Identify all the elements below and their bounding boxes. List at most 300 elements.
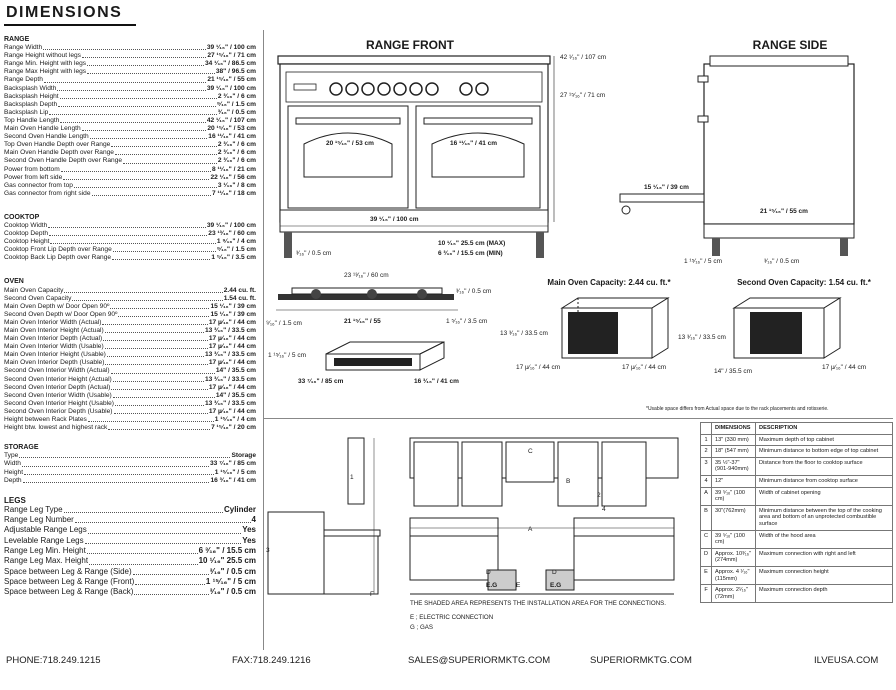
- leader-dots: [64, 505, 223, 513]
- spec-label: Main Oven Interior Height (Actual): [4, 327, 104, 334]
- spec-value: 22 ¹⁄₁₆" / 56 cm: [210, 173, 256, 181]
- usable-space-note: *Usable space differs from Actual space due to the rack placements and rotisserie.: [646, 406, 829, 412]
- spec-value: 13 ³⁄₁₆" / 33.5 cm: [204, 399, 256, 407]
- leader-dots: [115, 400, 204, 406]
- range-spec-row: [4, 149, 256, 157]
- leader-dots: [105, 343, 208, 349]
- leader-dots: [61, 166, 211, 172]
- second-oven-depth-dim: 17 µ⁄₁₆" / 44 cm: [822, 364, 867, 371]
- spec-label: Second Oven Interior Height (Usable): [4, 399, 114, 407]
- marker-F: F: [370, 591, 374, 598]
- spec-label: Second Oven Interior Depth (Usable): [4, 407, 113, 415]
- leader-dots: [89, 556, 198, 564]
- spec-value: 39 ¹⁄₁₆" / 100 cm: [206, 221, 256, 229]
- electric-note: E ; ELECTRIC CONNECTION: [410, 614, 494, 621]
- range-spec-row: [4, 182, 256, 190]
- table-row: [701, 530, 893, 548]
- leg-front-dim: 1 ¹⁵⁄₁₆" / 5 cm: [684, 258, 722, 265]
- spec-value: 17 µ⁄₁₆" / 44 cm: [208, 318, 256, 326]
- eg-left: E.G: [486, 582, 498, 589]
- cooktop-spec-row: [4, 222, 256, 230]
- row-description: Maximum depth of top cabinet: [756, 434, 893, 446]
- storage-width-dim: 33 ⁷⁄₁₆" / 85 cm: [298, 378, 344, 385]
- storage-height-dim: 1 ¹⁵⁄₁₆" / 5 cm: [268, 352, 306, 359]
- spec-list: [4, 36, 256, 597]
- spec-label: Range Leg Min. Height: [4, 545, 86, 555]
- spec-label: Backsplash Width: [4, 84, 57, 92]
- row-id: 4: [701, 475, 712, 487]
- row-dimension: 18" (547 mm): [712, 446, 756, 458]
- spec-label: Second Oven Depth w/ Door Open 90º: [4, 310, 118, 318]
- leg-back-dim: ³⁄₁₆" / 0.5 cm: [764, 258, 800, 265]
- spec-label: Gas connector from top: [4, 181, 73, 189]
- spec-label: Range Width: [4, 44, 43, 52]
- spec-label: Main Oven Interior Width (Actual): [4, 318, 102, 326]
- leader-dots: [107, 351, 204, 357]
- legs-spec-row: [4, 525, 256, 535]
- legs-spec-row: [4, 505, 256, 515]
- spec-value: 17 µ⁄₁₆" / 44 cm: [208, 407, 256, 415]
- spec-label: Second Oven Interior Depth (Actual): [4, 383, 111, 391]
- second-oven-capacity: Second Oven Capacity: 1.54 cu. ft.*: [737, 278, 871, 287]
- spec-value: Yes: [242, 525, 256, 535]
- leader-dots: [113, 246, 216, 252]
- spec-label: Range Leg Type: [4, 504, 63, 514]
- spec-label: Height: [4, 468, 24, 476]
- range-spec-row: [4, 157, 256, 165]
- oven-heading: OVEN: [4, 278, 24, 286]
- leader-dots: [60, 117, 205, 123]
- marker-E: E: [516, 582, 521, 589]
- range-spec-row: [4, 85, 256, 93]
- storage-spec-row: [4, 469, 256, 477]
- leader-dots: [111, 141, 217, 147]
- leader-dots: [88, 416, 214, 422]
- oven-spec-row: [4, 343, 256, 351]
- row-dimension: 12": [712, 475, 756, 487]
- table-row: [701, 434, 893, 446]
- spec-label: Power from bottom: [4, 165, 60, 173]
- range-side-drawing: [614, 52, 884, 262]
- col-dimensions: DIMENSIONS: [712, 423, 756, 435]
- range-spec-row: [4, 174, 256, 182]
- spec-label: Main Oven Handle Depth over Range: [4, 149, 114, 157]
- col-id: [701, 423, 712, 435]
- spec-label: Second Oven Handle Depth over Range: [4, 157, 123, 165]
- legs-heading: LEGS: [4, 495, 26, 505]
- legs-spec-row: [4, 587, 256, 597]
- spec-value: 20 ¹⁵⁄₁₆" / 53 cm: [207, 125, 256, 133]
- leader-dots: [48, 222, 206, 228]
- leader-dots: [112, 254, 210, 260]
- leader-dots: [58, 101, 216, 107]
- spec-value: ³⁄₁₆" / 0.5 cm: [209, 587, 256, 597]
- spec-label: Second Oven Interior Height (Actual): [4, 375, 112, 383]
- leader-dots: [92, 190, 211, 196]
- row-id: 2: [701, 446, 712, 458]
- range-spec-row: [4, 60, 256, 68]
- leader-dots: [60, 93, 217, 99]
- range-spec-row: [4, 125, 256, 133]
- range-width-dim: 39 ¹⁄₁₆" / 100 cm: [370, 216, 419, 223]
- spec-label: Top Handle Length: [4, 116, 60, 124]
- cooktop-depth-dim: 23 ¹³⁄₁₆" / 60 cm: [344, 272, 389, 279]
- row-description: Width of the hood area: [756, 530, 893, 548]
- range-side-title: RANGE SIDE: [752, 38, 828, 52]
- oven-spec-row: [4, 416, 256, 424]
- spec-value: 1 ⁹⁄₁₆" / 4 cm: [216, 238, 256, 246]
- leader-dots: [22, 460, 209, 466]
- oven-spec-row: [4, 359, 256, 367]
- spec-value: 15 ¹⁄₁₆" / 39 cm: [210, 302, 256, 310]
- range-heading: RANGE: [4, 36, 30, 43]
- legs-spec-row: [4, 546, 256, 556]
- leg-gap-dim: ³⁄₁₆" / 0.5 cm: [296, 250, 332, 257]
- table-row: [701, 475, 893, 487]
- leader-dots: [87, 68, 215, 74]
- oven-spec-row: [4, 327, 256, 335]
- leader-dots: [133, 567, 209, 575]
- storage-spec-row: [4, 460, 256, 468]
- row-id: C: [701, 530, 712, 548]
- row-dimension: Approx. 4 ¹⁄₁₆" (115mm): [712, 566, 756, 584]
- gas-note: G ; GAS: [410, 624, 434, 631]
- second-oven-handle-dim: 16 ¹¹⁄₁₆" / 41 cm: [450, 140, 498, 147]
- installation-table-header: [701, 423, 893, 435]
- main-oven-handle-dim: 20 ¹⁵⁄₁₆" / 53 cm: [326, 140, 374, 147]
- spec-value: 13 ³⁄₁₆" / 33.5 cm: [204, 327, 256, 334]
- spec-value: 16 ³⁄₁₆" / 41 cm: [210, 476, 256, 484]
- leader-dots: [87, 546, 198, 554]
- spec-label: Cooktop Height: [4, 238, 50, 246]
- leader-dots: [118, 311, 209, 317]
- spec-value: 2 ³⁄₁₆" / 6 cm: [217, 149, 256, 157]
- oven-spec-row: [4, 311, 256, 319]
- top-handle-dim: 42 ¹⁄₁₆" / 107 cm: [560, 54, 607, 61]
- row-description: Distance from the floor to cooktop surface: [756, 457, 893, 475]
- spec-value: 13 ³⁄₁₆" / 33.5 cm: [204, 375, 256, 383]
- row-dimension: 39 ⁵⁄₁₆" (100 cm): [712, 530, 756, 548]
- cooktop-spec-row: [4, 246, 256, 254]
- spec-value: 33 ⁷⁄₁₆" / 85 cm: [209, 460, 256, 468]
- storage-spec-row: [4, 477, 256, 485]
- footer-email[interactable]: SALES@SUPERIORMKTG.COM: [408, 655, 551, 666]
- table-row: [701, 566, 893, 584]
- oven-spec-row: [4, 319, 256, 327]
- spec-label: Space between Leg & Range (Front): [4, 576, 135, 586]
- page-title: DIMENSIONS: [6, 4, 123, 21]
- spec-value: 2 ³⁄₁₆" / 6 cm: [217, 92, 256, 100]
- row-dimension: 30"(762mm): [712, 505, 756, 530]
- spec-label: Main Oven Interior Depth (Actual): [4, 335, 103, 343]
- row-id: F: [701, 585, 712, 603]
- row-dimension: Approx. 10³⁄₁₆" (274mm): [712, 548, 756, 566]
- second-oven-box: [728, 294, 848, 364]
- spec-value: ⁹⁄₁₆" / 1.5 cm: [216, 246, 256, 254]
- range-spec-row: [4, 166, 256, 174]
- spec-value: 17 µ⁄₁₆" / 44 cm: [208, 383, 256, 391]
- spec-label: Backsplash Depth: [4, 100, 58, 108]
- marker-3: 3: [266, 547, 270, 554]
- spec-label: Cooktop Front Lip Depth over Range: [4, 246, 112, 254]
- leader-dots: [72, 295, 222, 301]
- leader-dots: [85, 536, 242, 544]
- cooktop-heading: COOKTOP: [4, 213, 40, 221]
- oven-spec-row: [4, 367, 256, 375]
- spec-value: 17 µ⁄₁₆" / 44 cm: [208, 359, 256, 367]
- leader-dots: [82, 125, 207, 131]
- leader-dots: [88, 525, 241, 533]
- leader-dots: [57, 85, 205, 91]
- oven-spec-row: [4, 424, 256, 432]
- oven-spec-row: [4, 408, 256, 416]
- row-id: B: [701, 505, 712, 530]
- title-underline: [4, 24, 136, 26]
- spec-label: Type: [4, 452, 19, 460]
- spec-label: Height btw. lowest and highest rack: [4, 424, 108, 432]
- cooktop-drawing: [272, 280, 462, 320]
- spec-label: Second Oven Handle Length: [4, 133, 89, 141]
- marker-D-right: D: [552, 569, 557, 576]
- cooktop-lip-top-dim: ³⁄₁₆" / 0.5 cm: [456, 288, 492, 295]
- spec-value: 4: [251, 515, 256, 525]
- spec-value: 7 ¹⁵⁄₁₆" / 20 cm: [211, 424, 256, 432]
- row-dimension: 35 ½"-37" (901-940mm): [712, 457, 756, 475]
- leader-dots: [63, 174, 209, 180]
- spec-label: Power from left side: [4, 173, 63, 181]
- oven-spec-rows: [4, 287, 256, 433]
- spec-value: Storage: [231, 452, 256, 460]
- leader-dots: [115, 149, 217, 155]
- spec-label: Gas connector from right side: [4, 189, 91, 197]
- legs-spec-row: [4, 556, 256, 566]
- door-open-dim: 15 ¹⁄₁₆" / 39 cm: [644, 184, 689, 191]
- legs-spec-row: [4, 515, 256, 525]
- range-spec-row: [4, 141, 256, 149]
- section-divider: [263, 418, 893, 419]
- range-spec-row: [4, 117, 256, 125]
- spec-label: Main Oven Interior Width (Usable): [4, 343, 104, 351]
- leader-dots: [114, 408, 208, 414]
- leader-dots: [111, 384, 208, 390]
- spec-value: 17 µ⁄₁₆" / 44 cm: [208, 335, 256, 343]
- leader-dots: [24, 469, 214, 475]
- leg-max-dim: 10 ¹⁄₁₆" 25.5 cm (MAX): [438, 240, 506, 247]
- leader-dots: [74, 182, 217, 188]
- main-oven-width-dim: 17 µ⁄₁₆" / 44 cm: [516, 364, 561, 371]
- spec-value: ⁹⁄₁₆" / 1.5 cm: [216, 100, 256, 108]
- spec-value: 39 ¹⁄₁₆" / 100 cm: [206, 44, 256, 52]
- range-spec-row: [4, 44, 256, 52]
- marker-1: 1: [350, 474, 354, 481]
- oven-spec-row: [4, 351, 256, 359]
- spec-label: Space between Leg & Range (Back): [4, 587, 134, 597]
- spec-value: Yes: [242, 535, 256, 545]
- spec-label: Cooktop Width: [4, 221, 48, 229]
- cooktop-spec-rows: [4, 222, 256, 262]
- range-spec-row: [4, 109, 256, 117]
- leader-dots: [49, 230, 207, 236]
- spec-label: Height between Rack Plates: [4, 416, 87, 424]
- spec-value: 34 ¹⁄₁₆" / 86.5 cm: [204, 60, 256, 68]
- second-oven-height-dim: 13 ³⁄₁₆" / 33.5 cm: [678, 334, 726, 341]
- spec-value: 15 ¹⁄₁₆" / 39 cm: [210, 310, 256, 318]
- main-oven-box: [556, 294, 676, 364]
- storage-spec-row: [4, 452, 256, 460]
- footer-website-2[interactable]: ILVEUSA.COM: [814, 655, 879, 666]
- installation-table-body: [701, 434, 893, 603]
- leader-dots: [64, 287, 222, 293]
- range-spec-row: [4, 76, 256, 84]
- second-oven-width-dim: 14" / 35.5 cm: [714, 368, 753, 375]
- cooktop-front-lip-dim: ⁹⁄₁₆" / 1.5 cm: [266, 320, 302, 327]
- marker-2: 2: [597, 492, 601, 499]
- spec-label: Main Oven Interior Height (Usable): [4, 351, 106, 359]
- main-oven-capacity: Main Oven Capacity: 2.44 cu. ft.*: [547, 278, 671, 287]
- spec-label: Second Oven Interior Width (Actual): [4, 367, 110, 375]
- spec-value: 38" / 96.5 cm: [215, 68, 256, 76]
- spec-label: Range Height without legs: [4, 52, 81, 60]
- table-row: [701, 505, 893, 530]
- row-description: Maximum connection with right and left: [756, 548, 893, 566]
- oven-spec-row: [4, 376, 256, 384]
- spec-label: Range Min. Height with legs: [4, 60, 87, 68]
- spec-value: Cylinder: [223, 504, 256, 514]
- row-description: Width of cabinet opening: [756, 487, 893, 505]
- legs-spec-row: [4, 536, 256, 546]
- marker-A: A: [528, 526, 533, 533]
- table-row: [701, 457, 893, 475]
- spec-value: 14" / 35.5 cm: [215, 367, 256, 375]
- table-row: [701, 446, 893, 458]
- leader-dots: [103, 335, 208, 341]
- oven-spec-row: [4, 400, 256, 408]
- installation-drawing: [264, 424, 698, 614]
- row-dimension: 39 ⁵⁄₁₆" (100 cm): [712, 487, 756, 505]
- leader-dots: [123, 157, 217, 163]
- spec-label: Main Oven Capacity: [4, 286, 64, 294]
- leader-dots: [110, 303, 209, 309]
- oven-spec-row: [4, 303, 256, 311]
- leader-dots: [50, 238, 215, 244]
- row-id: E: [701, 566, 712, 584]
- legs-spec-row: [4, 567, 256, 577]
- spec-value: ³⁄₁₆" / 0.5 cm: [217, 108, 256, 116]
- leader-dots: [19, 452, 230, 458]
- cooktop-inner-depth-dim: 21 ¹⁵⁄₁₆" / 55: [344, 318, 381, 325]
- cooktop-spec-row: [4, 238, 256, 246]
- spec-value: 2 ³⁄₁₆" / 6 cm: [217, 141, 256, 149]
- spec-value: 1 ¹⁵⁄₁₆" / 5 cm: [214, 468, 256, 476]
- row-description: Minimum distance between the top of the cooking area and bottom of an unprotected combustible surface: [756, 505, 893, 530]
- row-description: Minimum distance to bottom edge of top cabinet: [756, 446, 893, 458]
- marker-D-left: D: [486, 569, 491, 576]
- leader-dots: [105, 327, 204, 333]
- spec-label: Second Oven Capacity: [4, 294, 72, 302]
- range-front-title: RANGE FRONT: [366, 38, 454, 52]
- range-spec-row: [4, 93, 256, 101]
- range-spec-row: [4, 190, 256, 198]
- cooktop-spec-row: [4, 254, 256, 262]
- spec-value: ³⁄₁₆" / 0.5 cm: [209, 566, 256, 576]
- row-id: D: [701, 548, 712, 566]
- range-spec-row: [4, 101, 256, 109]
- marker-4: 4: [602, 506, 606, 513]
- spec-value: 23 ¹³⁄₁₆" / 60 cm: [208, 230, 256, 238]
- leader-dots: [75, 515, 251, 523]
- leader-dots: [111, 367, 215, 373]
- row-id: 3: [701, 457, 712, 475]
- legs-spec-rows: [4, 505, 256, 598]
- spec-label: Range Max Height with legs: [4, 68, 87, 76]
- leader-dots: [87, 60, 204, 66]
- leader-dots: [135, 577, 205, 585]
- spec-value: 1 ¹⁵⁄₁₆" / 5 cm: [205, 576, 256, 586]
- spec-value: 16 ¹¹⁄₁₆" / 41 cm: [208, 133, 256, 141]
- spec-value: 8 ¹¹⁄₁₆" / 21 cm: [211, 165, 256, 173]
- eg-right: E.G: [550, 582, 562, 589]
- leader-dots: [108, 424, 210, 430]
- range-spec-row: [4, 52, 256, 60]
- storage-spec-rows: [4, 452, 256, 484]
- legs-spec-row: [4, 577, 256, 587]
- range-height-dim: 27 ¹⁵⁄₁₆" / 71 cm: [560, 92, 606, 99]
- leader-dots: [105, 359, 207, 365]
- storage-drawing: [320, 338, 450, 378]
- marker-B: B: [566, 478, 571, 485]
- spec-value: 1 ¹⁵⁄₁₆" / 4 cm: [214, 416, 256, 424]
- spec-label: Main Oven Handle Length: [4, 125, 81, 133]
- spec-value: 1 ⁵⁄₁₆" / 3.5 cm: [211, 254, 256, 262]
- spec-value: 14" / 35.5 cm: [215, 391, 256, 399]
- spec-value: 2 ³⁄₁₆" / 6 cm: [217, 157, 256, 165]
- spec-label: Space between Leg & Range (Side): [4, 566, 132, 576]
- spec-value: 3 ¹⁄₁₆" / 8 cm: [217, 181, 256, 189]
- col-description: DESCRIPTION: [756, 423, 893, 435]
- oven-spec-row: [4, 295, 256, 303]
- spec-value: 39 ¹⁄₁₆" / 100 cm: [206, 84, 256, 92]
- spec-value: 27 ¹⁵⁄₁₆" / 71 cm: [207, 52, 256, 60]
- range-front-drawing: [270, 52, 560, 262]
- leader-dots: [102, 319, 207, 325]
- row-dimension: Approx. 2¹⁄₁₆" (72mm): [712, 585, 756, 603]
- main-oven-height-dim: 13 ³⁄₁₆" / 33.5 cm: [500, 330, 548, 337]
- installation-table: [700, 422, 893, 603]
- storage-heading: STORAGE: [4, 444, 39, 452]
- spec-value: 2.44 cu. ft.: [223, 286, 256, 294]
- spec-label: Range Leg Number: [4, 515, 74, 525]
- spec-label: Backsplash Lip: [4, 108, 49, 116]
- spec-label: Cooktop Back Lip Depth over Range: [4, 254, 112, 262]
- range-spec-rows: [4, 44, 256, 198]
- storage-depth-dim: 16 ³⁄₁₆" / 41 cm: [414, 378, 459, 385]
- spec-value: 10 ¹⁄₁₆" 25.5 cm: [198, 556, 256, 566]
- spec-label: Adjustable Range Legs: [4, 525, 87, 535]
- leader-dots: [44, 76, 207, 82]
- spec-label: Main Oven Interior Depth (Usable): [4, 359, 105, 367]
- leader-dots: [113, 376, 204, 382]
- spec-label: Width: [4, 460, 21, 468]
- row-id: 1: [701, 434, 712, 446]
- oven-spec-row: [4, 392, 256, 400]
- row-description: Maximum connection height: [756, 566, 893, 584]
- footer-website[interactable]: SUPERIORMKTG.COM: [590, 655, 692, 666]
- spec-value: 21 ¹⁵⁄₁₆" / 55 cm: [207, 76, 256, 84]
- leader-dots: [90, 133, 208, 139]
- cooktop-spec-row: [4, 230, 256, 238]
- range-spec-row: [4, 68, 256, 76]
- leader-dots: [113, 392, 215, 398]
